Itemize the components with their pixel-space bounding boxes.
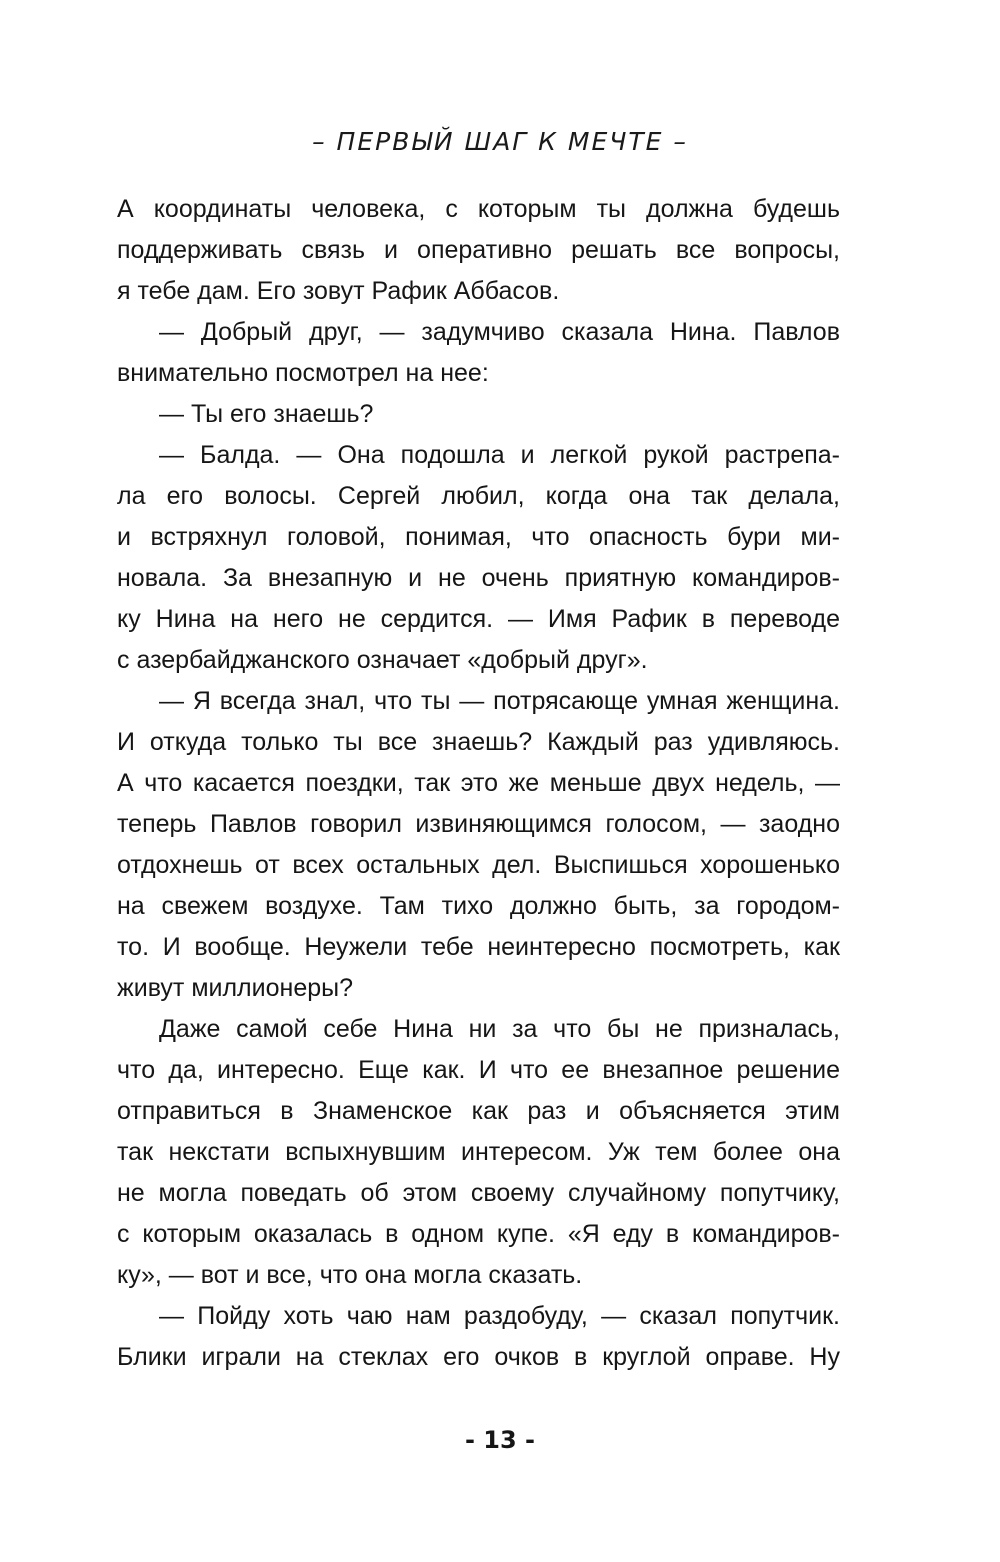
text-line: я тебе дам. Его зовут Рафик Аббасов.: [117, 277, 560, 305]
page-number: - 13 -: [464, 1426, 536, 1454]
text-line: что да, интересно. Еще как. И что ее внезапное решение: [117, 1056, 840, 1084]
text-line: Блики играли на стеклах его очков в круглой оправе. Ну: [117, 1343, 840, 1371]
text-line: — Пойду хоть чаю нам раздобуду, — сказал попутчик.: [159, 1302, 840, 1330]
text-line: ку», — вот и все, что она могла сказать.: [117, 1261, 583, 1289]
text-line: с которым оказалась в одном купе. «Я еду в командиров-: [117, 1220, 840, 1248]
text-line: отдохнешь от всех остальных дел. Выспишься хорошенько: [117, 851, 840, 879]
text-line: Даже самой себе Нина ни за что бы не призналась,: [159, 1015, 840, 1043]
text-line: то. И вообще. Неужели тебе неинтересно посмотреть, как: [117, 933, 840, 961]
text-line: И откуда только ты все знаешь? Каждый раз удивляюсь.: [117, 728, 840, 756]
text-line: ла его волосы. Сергей любил, когда она так делала,: [117, 482, 840, 510]
text-line: отправиться в Знаменское как раз и объясняется этим: [117, 1097, 840, 1125]
text-line: ку Нина на него не сердится. — Имя Рафик в переводе: [117, 605, 840, 633]
text-line: на свежем воздухе. Там тихо должно быть, за городом-: [117, 892, 840, 920]
text-line: живут миллионеры?: [117, 974, 353, 1002]
text-line: не могла поведать об этом своему случайному попутчику,: [117, 1179, 840, 1207]
text-line: поддерживать связь и оперативно решать все вопросы,: [117, 236, 840, 264]
text-line: — Балда. — Она подошла и легкой рукой растрепа-: [159, 441, 840, 469]
text-line: и встряхнул головой, понимая, что опасность бури ми-: [117, 523, 840, 551]
text-line: внимательно посмотрел на нее:: [117, 359, 489, 387]
text-line: новала. За внезапную и не очень приятную командиров-: [117, 564, 840, 592]
text-line: с азербайджанского означает «добрый друг».: [117, 646, 648, 674]
text-line: — Добрый друг, — задумчиво сказала Нина. Павлов: [159, 318, 840, 346]
text-line: — Я всегда знал, что ты — потрясающе умная женщина.: [159, 687, 840, 715]
text-line: А координаты человека, с которым ты должна будешь: [117, 195, 840, 223]
running-header: – ПЕРВЫЙ ШАГ К МЕЧТЕ –: [312, 127, 688, 156]
text-line: А что касается поездки, так это же меньше двух недель, —: [117, 769, 840, 797]
text-line: так некстати вспыхнувшим интересом. Уж тем более она: [117, 1138, 840, 1166]
text-line: теперь Павлов говорил извиняющимся голосом, — заодно: [117, 810, 840, 838]
text-line: — Ты его знаешь?: [159, 400, 374, 428]
